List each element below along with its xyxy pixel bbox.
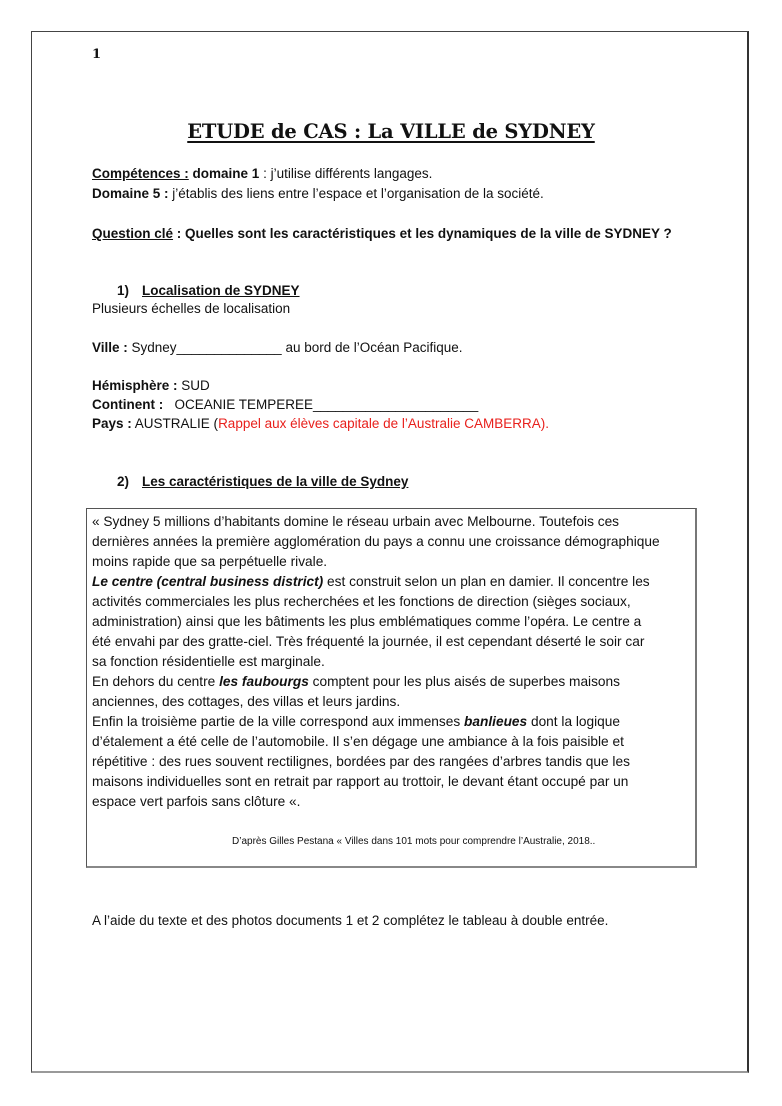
section1-heading bbox=[117, 283, 300, 298]
quote-fragment: anciennes, des cottages, des villas et leurs jardins. bbox=[92, 694, 401, 709]
quote-line bbox=[92, 614, 641, 629]
competences-text: : j’utilise différents langages. bbox=[259, 166, 433, 181]
ville-line bbox=[92, 340, 463, 355]
quote-fragment: administration) ainsi que les bâtiments les plus emblématiques comme l’opéra. Le centre a bbox=[92, 614, 642, 629]
section1-number: 1) bbox=[117, 283, 130, 298]
quote-fragment: Enfin la troisième partie de la ville correspond aux immenses bbox=[92, 714, 465, 729]
hemisphere-label: Hémisphère : bbox=[92, 378, 178, 393]
quote-emphasis: Le centre (central business district) bbox=[92, 574, 324, 589]
section2-title: Les caractéristiques de la ville de Sydney bbox=[142, 474, 409, 489]
quote-fragment: sa fonction résidentielle est marginale. bbox=[92, 654, 325, 669]
quote-line bbox=[92, 794, 300, 809]
continent-value: OCEANIE TEMPEREE______________________ bbox=[163, 397, 479, 412]
question-text: : Quelles sont les caractéristiques et les dynamiques de la ville de SYDNEY ? bbox=[173, 226, 672, 241]
quote-fragment: activités commerciales les plus recherchées et les fonctions de direction (sièges sociaux, bbox=[92, 594, 631, 609]
continent-label: Continent : bbox=[92, 397, 164, 412]
pays-line bbox=[92, 416, 549, 431]
quote-fragment: « Sydney 5 millions d’habitants domine le réseau urbain avec Melbourne. Toutefois ces bbox=[92, 514, 620, 529]
quote-line bbox=[92, 674, 620, 689]
pays-value: AUSTRALIE ( bbox=[131, 416, 219, 431]
pays-label: Pays : bbox=[92, 416, 132, 431]
quote-fragment: est construit selon un plan en damier. Il concentre les bbox=[323, 574, 650, 589]
quote-fragment: dernières années la première agglomération du pays a connu une croissance démographique bbox=[92, 534, 660, 549]
competences-line bbox=[92, 166, 432, 181]
ville-label: Ville : bbox=[92, 340, 128, 355]
ville-value: Sydney______________ bbox=[127, 340, 282, 355]
quote-fragment: espace vert parfois sans clôture «. bbox=[92, 794, 301, 809]
quote-line bbox=[92, 654, 325, 669]
quote-emphasis: banlieues bbox=[464, 714, 528, 729]
quote-line bbox=[92, 714, 620, 729]
competences-label: Compétences : bbox=[92, 166, 189, 181]
quote-emphasis: les faubourgs bbox=[219, 674, 309, 689]
quote-line bbox=[92, 694, 400, 709]
pays-note: Rappel aux élèves capitale de l’Australie CAMBERRA). bbox=[218, 416, 549, 431]
hemisphere-value: SUD bbox=[177, 378, 210, 393]
quote-line bbox=[92, 534, 660, 549]
domain5-label: Domaine 5 : bbox=[92, 186, 169, 201]
section1-title: Localisation de SYDNEY bbox=[142, 283, 300, 298]
quote-line bbox=[92, 514, 619, 529]
quote-fragment: d’étalement a été celle de l’automobile. Il s’en dégage une ambiance à la fois paisible et bbox=[92, 734, 624, 749]
quote-fragment: En dehors du centre bbox=[92, 674, 220, 689]
quote-source: D’après Gilles Pestana « Villes dans 101 mots pour comprendre l’Australie, 2018.. bbox=[232, 836, 596, 847]
quote-fragment: répétitive : des rues souvent rectilignes, bordées par des rangées d’arbres tandis que les bbox=[92, 754, 630, 769]
quote-line bbox=[92, 634, 644, 649]
section2-number: 2) bbox=[117, 474, 130, 489]
quote-fragment: comptent pour les plus aisés de superbes maisons bbox=[308, 674, 621, 689]
instruction-text: A l’aide du texte et des photos documents 1 et 2 complétez le tableau à double entrée. bbox=[92, 913, 609, 928]
competences-domain: domaine 1 bbox=[188, 166, 260, 181]
quote-line bbox=[92, 574, 650, 589]
hemisphere-line bbox=[92, 378, 210, 393]
quote-line bbox=[92, 774, 628, 789]
quote-line bbox=[92, 734, 624, 749]
section1-subtitle: Plusieurs échelles de localisation bbox=[92, 301, 291, 316]
domain5-line bbox=[92, 186, 544, 201]
question-line bbox=[92, 226, 672, 241]
quote-line bbox=[92, 554, 327, 569]
quote-fragment: été envahi par des gratte-ciel. Très fréquenté la journée, il est cependant déserté le soir car bbox=[92, 634, 645, 649]
quote-line bbox=[92, 594, 631, 609]
page-title: ETUDE de CAS : La VILLE de SYDNEY bbox=[187, 120, 595, 143]
ville-suffix: au bord de l’Océan Pacifique. bbox=[281, 340, 463, 355]
quote-fragment: moins rapide que sa perpétuelle rivale. bbox=[92, 554, 328, 569]
quote-fragment: dont la logique bbox=[527, 714, 621, 729]
domain5-text: j’établis des liens entre l’espace et l’organisation de la société. bbox=[168, 186, 544, 201]
page-number: 1 bbox=[92, 47, 102, 62]
quote-line bbox=[92, 754, 630, 769]
section2-heading bbox=[117, 474, 408, 489]
quote-fragment: maisons individuelles sont en retrait par rapport au trottoir, le devant étant occupé par un bbox=[92, 774, 629, 789]
question-label: Question clé bbox=[92, 226, 174, 241]
continent-line bbox=[92, 397, 478, 412]
